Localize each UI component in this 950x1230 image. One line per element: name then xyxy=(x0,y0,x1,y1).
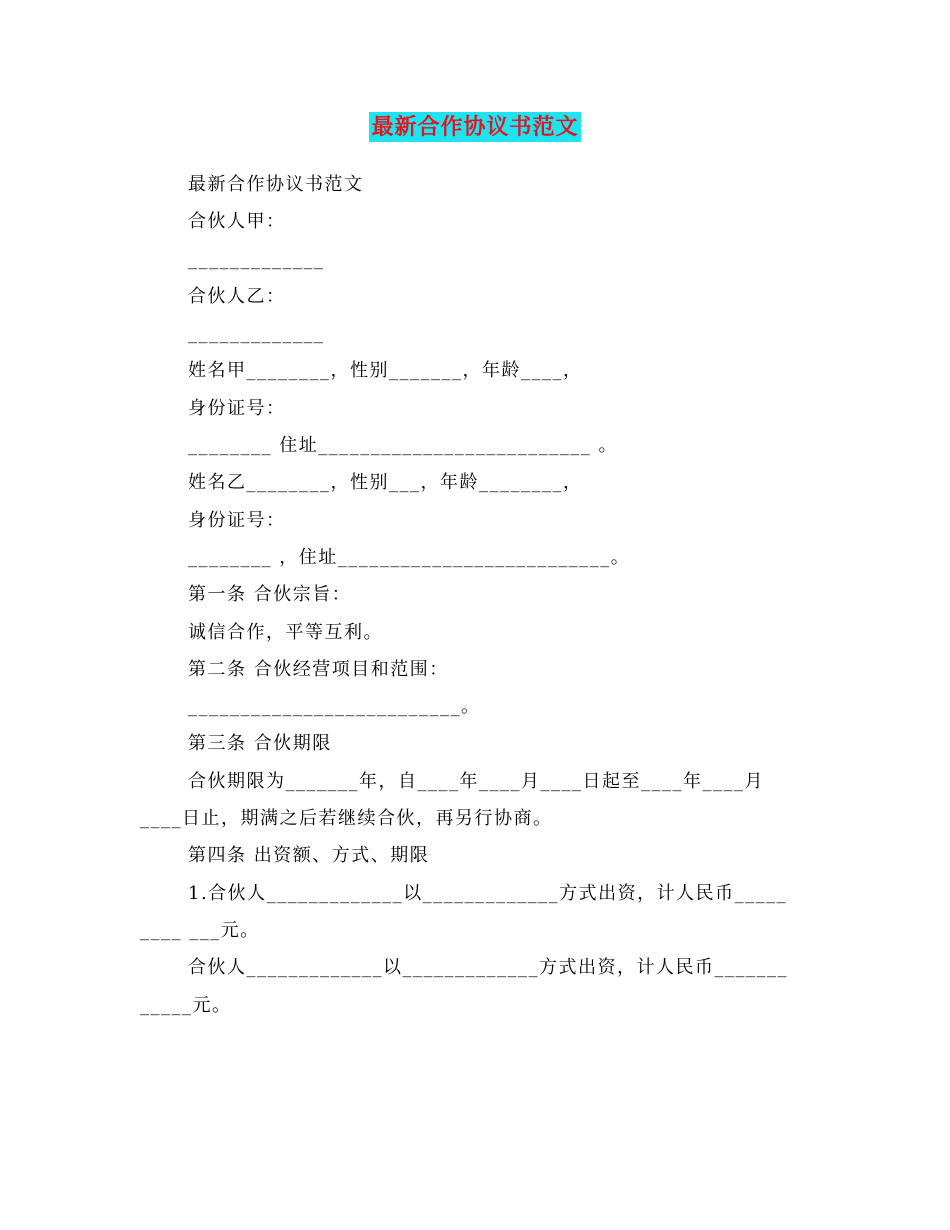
subtitle-line: 最新合作协议书范文 xyxy=(188,174,364,195)
article-4-item-1-line-2: ____ ___元。 xyxy=(140,919,260,941)
address-a-line: ________ 住址__________________________ 。 xyxy=(188,435,618,457)
article-3-text-line-1: 合伙期限为_______年，自____年____月____日起至____年____月 xyxy=(188,770,764,792)
article-2-heading: 第二条 合伙经营项目和范围： xyxy=(188,658,449,680)
address-b-line: ________ ，住址__________________________。 xyxy=(188,546,631,568)
article-4-item-2-line-2: _____元。 xyxy=(140,994,232,1016)
title-container xyxy=(0,112,950,142)
document-body xyxy=(140,166,808,1024)
article-1-text: 诚信合作，平等互利。 xyxy=(188,621,383,643)
article-4-item-1-line-1: 1.合伙人_____________以_____________方式出资，计人民币_____ xyxy=(188,882,788,904)
partner-a-label: 合伙人甲： xyxy=(188,211,286,233)
document-title: 最新合作协议书范文 xyxy=(371,114,579,140)
article-4-item-2-line-1: 合伙人_____________以_____________方式出资，计人民币_______ xyxy=(188,957,788,979)
article-2-blank: __________________________。 xyxy=(188,696,481,718)
partner-a-blank: _____________ xyxy=(188,248,325,270)
id-number-a-label: 身份证号： xyxy=(188,397,286,419)
partner-b-label: 合伙人乙： xyxy=(188,285,286,307)
name-a-line: 姓名甲________，性别_______，年龄____， xyxy=(188,360,583,382)
article-3-text-line-2: ____日止，期满之后若继续合伙，再另行协商。 xyxy=(140,808,553,830)
article-3-heading: 第三条 合伙期限 xyxy=(188,733,332,755)
name-b-line: 姓名乙________，性别___，年龄________， xyxy=(188,472,583,494)
id-number-b-label: 身份证号： xyxy=(188,509,286,531)
article-1-heading: 第一条 合伙宗旨： xyxy=(188,584,352,606)
article-4-heading: 第四条 出资额、方式、期限 xyxy=(188,845,430,867)
partner-b-blank: _____________ xyxy=(188,323,325,345)
